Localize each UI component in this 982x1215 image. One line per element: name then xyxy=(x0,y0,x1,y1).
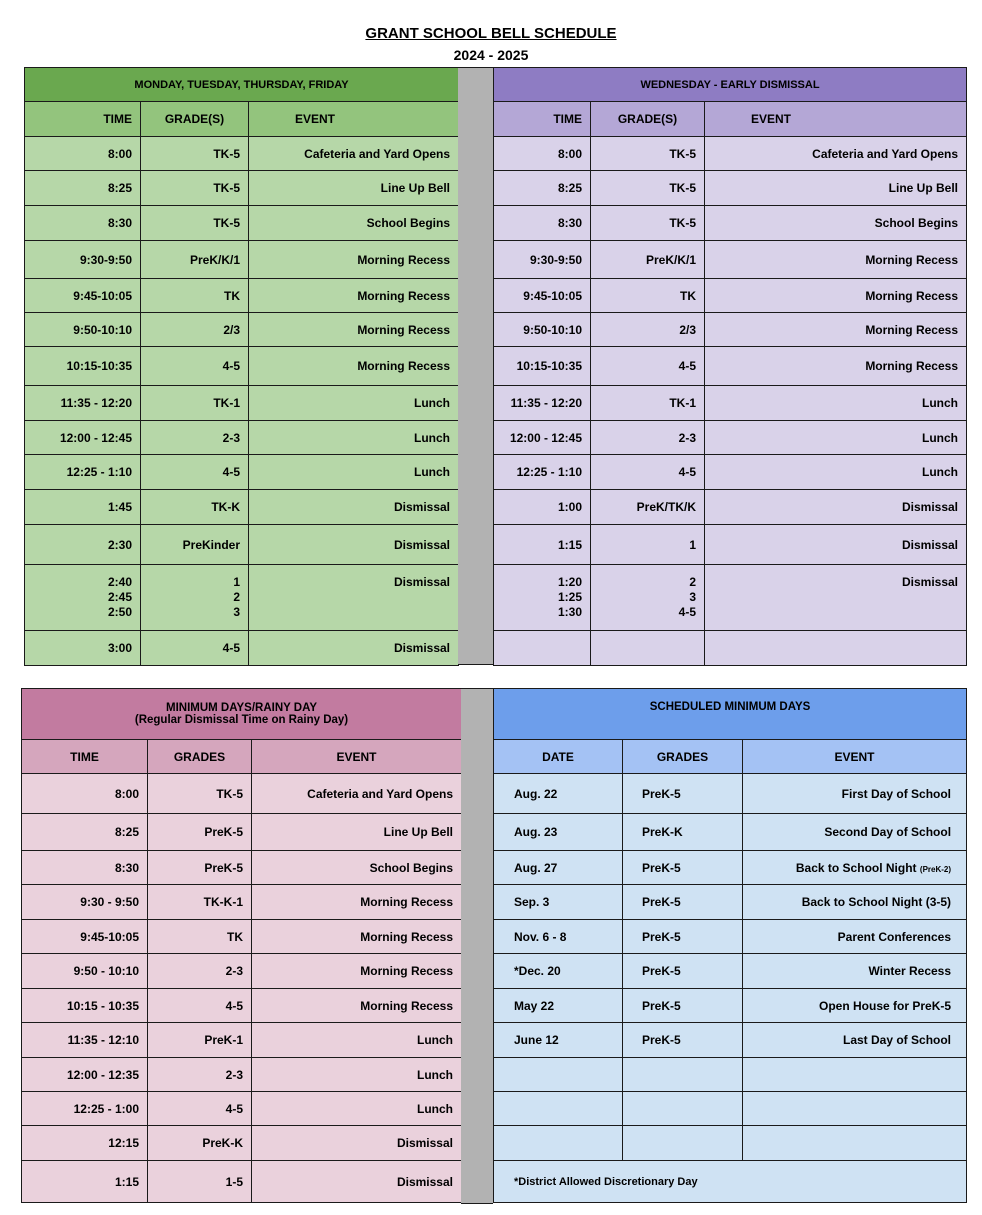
column-separator xyxy=(458,67,493,665)
time-cell: 8:30 xyxy=(25,206,141,241)
time-cell: 11:35 - 12:10 xyxy=(22,1023,148,1058)
date-cell xyxy=(494,1092,623,1126)
time-cell xyxy=(25,565,141,631)
minimum-header xyxy=(22,689,462,740)
grade-cell: TK-1 xyxy=(591,386,705,421)
grade-cell xyxy=(591,565,705,631)
date-cell: Nov. 6 - 8 xyxy=(494,920,623,954)
event-cell: Morning Recess xyxy=(249,241,459,279)
time-cell: 9:50 - 10:10 xyxy=(22,954,148,989)
page-title: GRANT SCHOOL BELL SCHEDULE xyxy=(365,25,617,42)
time-cell: 8:25 xyxy=(494,171,591,206)
event-cell: Morning Recess xyxy=(705,347,967,386)
date-cell: June 12 xyxy=(494,1023,623,1058)
grade-cell-line: 2 xyxy=(689,575,696,589)
event-cell: Cafeteria and Yard Opens xyxy=(249,137,459,171)
time-cell: 8:00 xyxy=(494,137,591,171)
event-cell: Morning Recess xyxy=(705,279,967,313)
table-row xyxy=(25,241,459,279)
regular-header: MONDAY, TUESDAY, THURSDAY, FRIDAY xyxy=(25,68,459,102)
table-row xyxy=(22,1092,462,1126)
scheduled-header: SCHEDULED MINIMUM DAYS xyxy=(494,689,967,740)
minimum-days-table xyxy=(21,688,462,1203)
event-cell: Dismissal xyxy=(705,490,967,525)
event-cell: Line Up Bell xyxy=(252,814,462,851)
grade-cell: 2/3 xyxy=(141,313,249,347)
grade-cell: TK-K-1 xyxy=(148,885,252,920)
table-row xyxy=(25,347,459,386)
event-cell: School Begins xyxy=(252,851,462,885)
table-row xyxy=(22,920,462,954)
column-header-grades: GRADES xyxy=(623,740,743,774)
grade-cell: 4-5 xyxy=(148,1092,252,1126)
event-cell: Dismissal xyxy=(705,525,967,565)
table-row xyxy=(25,171,459,206)
table-row xyxy=(25,137,459,171)
grade-cell: PreK-5 xyxy=(623,954,743,989)
time-cell: 12:25 - 1:00 xyxy=(22,1092,148,1126)
grade-cell: PreK-5 xyxy=(148,851,252,885)
event-cell: Line Up Bell xyxy=(705,171,967,206)
event-cell: Lunch xyxy=(249,455,459,490)
grade-cell: PreKinder xyxy=(141,525,249,565)
event-text: Parent Conferences xyxy=(837,929,952,944)
table-row xyxy=(25,421,459,455)
grade-cell: PreK-5 xyxy=(623,989,743,1023)
time-cell: 12:25 - 1:10 xyxy=(494,455,591,490)
time-cell: 9:30 - 9:50 xyxy=(22,885,148,920)
table-row xyxy=(494,279,967,313)
table-row xyxy=(25,525,459,565)
time-cell: 1:45 xyxy=(25,490,141,525)
regular-schedule-table xyxy=(24,67,459,666)
time-cell: 10:15-10:35 xyxy=(494,347,591,386)
grade-cell: 4-5 xyxy=(591,347,705,386)
grade-cell: 4-5 xyxy=(141,455,249,490)
time-cell: 8:00 xyxy=(25,137,141,171)
event-cell: Morning Recess xyxy=(252,989,462,1023)
grade-cell: 1 xyxy=(591,525,705,565)
grade-cell: PreK-K xyxy=(148,1126,252,1161)
column-header-grades: GRADE(S) xyxy=(591,102,705,137)
table-row xyxy=(22,885,462,920)
event-cell: Dismissal xyxy=(252,1126,462,1161)
table-row xyxy=(25,455,459,490)
column-header-grades: GRADES xyxy=(148,740,252,774)
grade-cell: PreK-5 xyxy=(623,1023,743,1058)
event-cell: Lunch xyxy=(705,386,967,421)
grade-cell: TK-1 xyxy=(141,386,249,421)
grade-cell: PreK/K/1 xyxy=(591,241,705,279)
table-row xyxy=(494,490,967,525)
wednesday-header: WEDNESDAY - EARLY DISMISSAL xyxy=(494,68,967,102)
event-cell: Dismissal xyxy=(252,1161,462,1203)
table-row xyxy=(25,490,459,525)
event-cell xyxy=(743,885,967,920)
table-row xyxy=(25,386,459,421)
grade-cell: 2-3 xyxy=(148,954,252,989)
column-header-grades: GRADE(S) xyxy=(141,102,249,137)
time-cell: 12:00 - 12:35 xyxy=(22,1058,148,1092)
time-cell: 11:35 - 12:20 xyxy=(494,386,591,421)
event-cell: Lunch xyxy=(705,421,967,455)
column-header-event: EVENT xyxy=(252,740,462,774)
event-text: Second Day of School xyxy=(824,825,952,839)
grade-cell-line: 1 xyxy=(233,575,240,589)
event-cell: Lunch xyxy=(705,455,967,490)
event-note: (PreK-2) xyxy=(919,864,952,874)
time-cell-line: 2:45 xyxy=(107,590,132,604)
column-separator xyxy=(461,688,493,1204)
event-text: Winter Recess xyxy=(868,964,952,978)
grade-cell: TK-5 xyxy=(591,206,705,241)
wednesday-schedule-table xyxy=(493,67,967,666)
event-cell xyxy=(743,1023,967,1058)
event-cell: School Begins xyxy=(705,206,967,241)
grade-cell-line: 3 xyxy=(689,590,696,604)
table-row xyxy=(494,455,967,490)
grade-cell-line: 2 xyxy=(233,590,240,604)
grade-cell: 4-5 xyxy=(141,347,249,386)
event-cell: Lunch xyxy=(249,421,459,455)
event-cell xyxy=(743,1092,967,1126)
table-row xyxy=(25,313,459,347)
grade-cell xyxy=(141,565,249,631)
grade-cell xyxy=(623,1126,743,1161)
time-cell: 12:15 xyxy=(22,1126,148,1161)
event-cell: Morning Recess xyxy=(252,920,462,954)
column-header-time: TIME xyxy=(494,102,591,137)
grade-cell: 4-5 xyxy=(591,455,705,490)
time-cell-line: 2:50 xyxy=(107,605,132,619)
event-cell xyxy=(743,851,967,885)
event-cell: Dismissal xyxy=(249,565,459,631)
grade-cell: TK-5 xyxy=(591,171,705,206)
grade-cell: 2-3 xyxy=(591,421,705,455)
table-row xyxy=(25,206,459,241)
table-row xyxy=(494,525,967,565)
column-header-event: EVENT xyxy=(743,740,967,774)
event-cell xyxy=(743,774,967,814)
grade-cell xyxy=(623,1092,743,1126)
time-cell-line: 1:20 xyxy=(557,575,582,589)
grade-cell: TK-5 xyxy=(148,774,252,814)
event-text: First Day of School xyxy=(841,786,952,801)
table-row xyxy=(22,989,462,1023)
grade-cell: TK-5 xyxy=(141,137,249,171)
time-cell: 12:25 - 1:10 xyxy=(25,455,141,490)
time-cell: 8:25 xyxy=(22,814,148,851)
time-cell: 8:00 xyxy=(22,774,148,814)
event-cell: Lunch xyxy=(252,1023,462,1058)
event-cell xyxy=(743,1058,967,1092)
table-row xyxy=(494,137,967,171)
table-row xyxy=(494,1092,967,1126)
event-cell xyxy=(743,920,967,954)
event-cell: Lunch xyxy=(252,1058,462,1092)
grade-cell: PreK-5 xyxy=(148,814,252,851)
table-row xyxy=(494,774,967,814)
event-cell xyxy=(705,631,967,666)
grade-cell: PreK/K/1 xyxy=(141,241,249,279)
grade-cell: TK xyxy=(591,279,705,313)
time-cell: 8:25 xyxy=(25,171,141,206)
grade-cell-line: 4-5 xyxy=(678,605,696,619)
event-cell: Line Up Bell xyxy=(249,171,459,206)
event-cell xyxy=(743,989,967,1023)
event-cell: Cafeteria and Yard Opens xyxy=(252,774,462,814)
event-text: Last Day of School xyxy=(843,1033,952,1047)
time-cell: 9:45-10:05 xyxy=(25,279,141,313)
column-header-event: EVENT xyxy=(249,102,459,137)
event-text: Open House for PreK-5 xyxy=(819,998,952,1013)
scheduled-minimum-days-table xyxy=(493,688,967,1203)
event-cell: Morning Recess xyxy=(252,885,462,920)
table-row xyxy=(494,631,967,666)
time-cell: 11:35 - 12:20 xyxy=(25,386,141,421)
table-row xyxy=(494,989,967,1023)
minimum-header-title: MINIMUM DAYS/RAINY DAY xyxy=(165,702,318,714)
time-cell: 9:30-9:50 xyxy=(25,241,141,279)
date-cell: Sep. 3 xyxy=(494,885,623,920)
date-cell xyxy=(494,1058,623,1092)
time-cell: 10:15 - 10:35 xyxy=(22,989,148,1023)
grade-cell: TK-5 xyxy=(141,171,249,206)
grade-cell: TK xyxy=(141,279,249,313)
minimum-header-subtitle: (Regular Dismissal Time on Rainy Day) xyxy=(134,714,349,726)
time-cell: 9:50-10:10 xyxy=(25,313,141,347)
time-cell: 9:50-10:10 xyxy=(494,313,591,347)
grade-cell: PreK-K xyxy=(623,814,743,851)
event-cell: Cafeteria and Yard Opens xyxy=(705,137,967,171)
table-row xyxy=(22,954,462,989)
event-cell: Morning Recess xyxy=(252,954,462,989)
column-header-time: TIME xyxy=(22,740,148,774)
column-header-date: DATE xyxy=(494,740,623,774)
time-cell-line: 2:40 xyxy=(107,575,132,589)
grade-cell: TK xyxy=(148,920,252,954)
grade-cell: 1-5 xyxy=(148,1161,252,1203)
time-cell: 9:30-9:50 xyxy=(494,241,591,279)
event-cell xyxy=(743,814,967,851)
date-cell: *Dec. 20 xyxy=(494,954,623,989)
event-text: Back to School Night xyxy=(795,860,917,875)
event-cell: Morning Recess xyxy=(705,241,967,279)
table-row xyxy=(494,171,967,206)
table-row xyxy=(22,1058,462,1092)
grade-cell: PreK-5 xyxy=(623,920,743,954)
time-cell: 9:45-10:05 xyxy=(494,279,591,313)
table-row xyxy=(22,851,462,885)
time-cell: 8:30 xyxy=(494,206,591,241)
time-cell xyxy=(494,631,591,666)
column-header-time: TIME xyxy=(25,102,141,137)
time-cell: 1:00 xyxy=(494,490,591,525)
grade-cell: 2/3 xyxy=(591,313,705,347)
table-row xyxy=(494,814,967,851)
time-cell: 8:30 xyxy=(22,851,148,885)
table-row xyxy=(494,313,967,347)
table-row xyxy=(25,279,459,313)
time-cell: 12:00 - 12:45 xyxy=(494,421,591,455)
school-year: 2024 - 2025 xyxy=(453,47,529,63)
grade-cell-line: 3 xyxy=(233,605,240,619)
grade-cell: 2-3 xyxy=(141,421,249,455)
date-cell: Aug. 23 xyxy=(494,814,623,851)
event-cell: Lunch xyxy=(249,386,459,421)
table-row xyxy=(494,1126,967,1161)
time-cell: 1:15 xyxy=(494,525,591,565)
footnote: *District Allowed Discretionary Day xyxy=(494,1161,967,1203)
event-cell: Morning Recess xyxy=(249,313,459,347)
event-cell: Dismissal xyxy=(249,490,459,525)
event-cell: School Begins xyxy=(249,206,459,241)
table-row xyxy=(22,1023,462,1058)
grade-cell xyxy=(591,631,705,666)
table-row xyxy=(494,851,967,885)
date-cell: Aug. 27 xyxy=(494,851,623,885)
table-row xyxy=(22,814,462,851)
grade-cell: PreK-1 xyxy=(148,1023,252,1058)
table-row xyxy=(22,774,462,814)
grade-cell: TK-K xyxy=(141,490,249,525)
date-cell: May 22 xyxy=(494,989,623,1023)
event-cell xyxy=(743,954,967,989)
grade-cell: 2-3 xyxy=(148,1058,252,1092)
event-cell: Lunch xyxy=(252,1092,462,1126)
table-row xyxy=(494,885,967,920)
event-cell: Morning Recess xyxy=(249,279,459,313)
time-cell: 1:15 xyxy=(22,1161,148,1203)
event-cell xyxy=(743,1126,967,1161)
grade-cell: TK-5 xyxy=(591,137,705,171)
grade-cell: TK-5 xyxy=(141,206,249,241)
time-cell: 9:45-10:05 xyxy=(22,920,148,954)
table-row xyxy=(25,631,459,666)
time-cell: 12:00 - 12:45 xyxy=(25,421,141,455)
table-row xyxy=(494,920,967,954)
table-row xyxy=(494,386,967,421)
time-cell: 10:15-10:35 xyxy=(25,347,141,386)
grade-cell: PreK-5 xyxy=(623,851,743,885)
event-cell: Dismissal xyxy=(705,565,967,631)
date-cell: Aug. 22 xyxy=(494,774,623,814)
event-cell: Morning Recess xyxy=(705,313,967,347)
time-cell-line: 1:30 xyxy=(557,605,582,619)
grade-cell: PreK/TK/K xyxy=(591,490,705,525)
event-text: Back to School Night (3-5) xyxy=(801,895,952,909)
table-row xyxy=(494,206,967,241)
table-row xyxy=(494,1023,967,1058)
grade-cell: 4-5 xyxy=(148,989,252,1023)
table-row xyxy=(494,565,967,631)
time-cell-line: 1:25 xyxy=(557,590,582,604)
grade-cell: PreK-5 xyxy=(623,885,743,920)
date-cell xyxy=(494,1126,623,1161)
time-cell: 2:30 xyxy=(25,525,141,565)
table-row xyxy=(494,347,967,386)
table-row xyxy=(494,421,967,455)
table-row xyxy=(494,1058,967,1092)
event-cell: Morning Recess xyxy=(249,347,459,386)
event-cell: Dismissal xyxy=(249,525,459,565)
table-row xyxy=(494,241,967,279)
grade-cell: PreK-5 xyxy=(623,774,743,814)
grade-cell: 4-5 xyxy=(141,631,249,666)
time-cell xyxy=(494,565,591,631)
event-cell: Dismissal xyxy=(249,631,459,666)
grade-cell xyxy=(623,1058,743,1092)
column-header-event: EVENT xyxy=(705,102,967,137)
table-row xyxy=(22,1126,462,1161)
table-row xyxy=(494,954,967,989)
table-row xyxy=(22,1161,462,1203)
table-row xyxy=(25,565,459,631)
time-cell: 3:00 xyxy=(25,631,141,666)
